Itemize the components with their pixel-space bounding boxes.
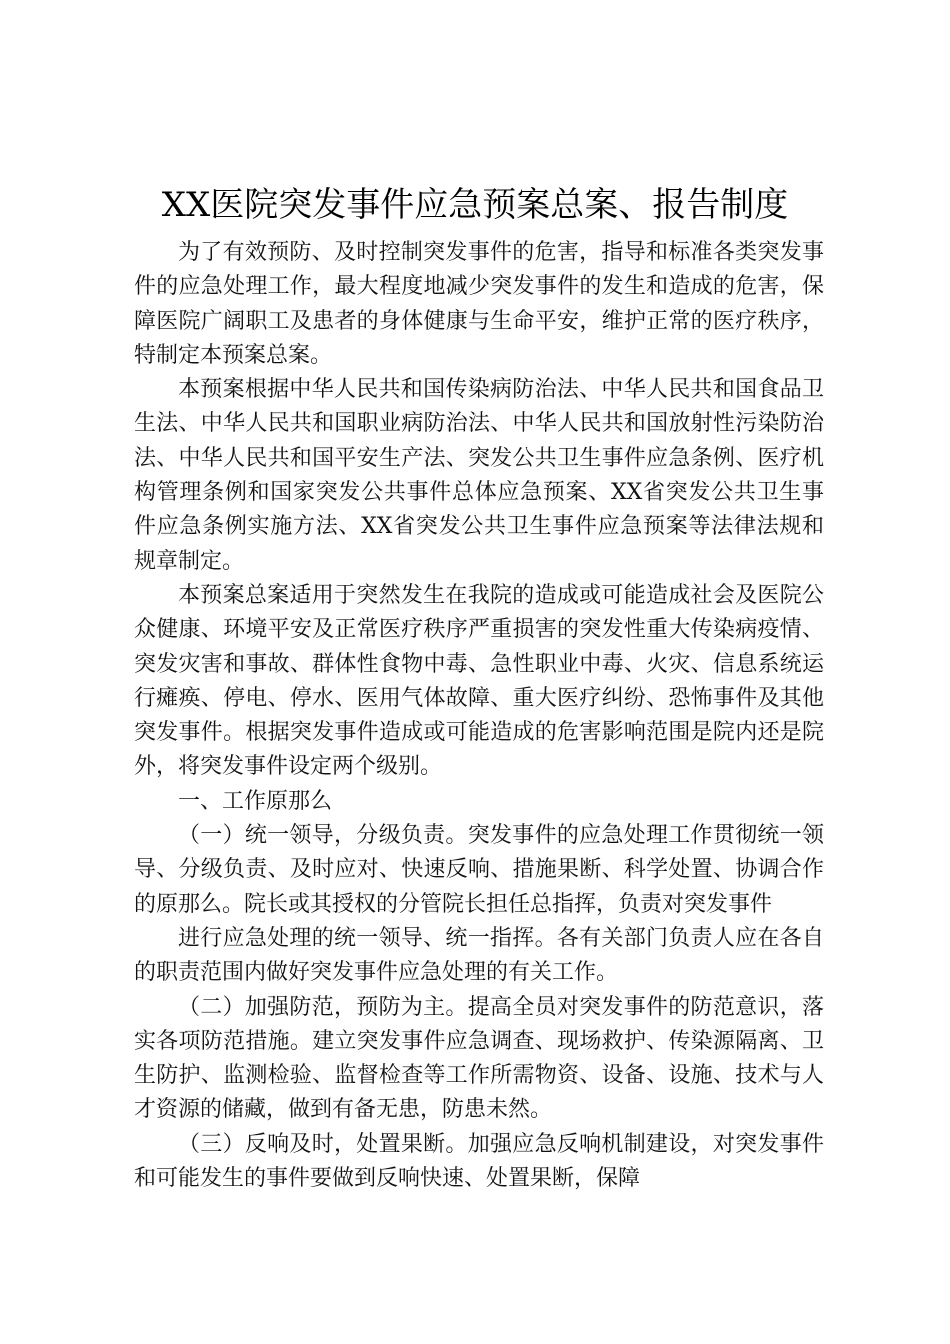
paragraph-scope: 本预案总案适用于突然发生在我院的造成或可能造成社会及医院公众健康、环境平安及正常医疗秩序严重损害的突发性重大传染病疫情、突发灾害和事故、群体性食物中毒、急性职业中毒、火灾、信息系统运行瘫痪、停电、停水、医用气体故障、重大医疗纠纷、恐怖事件及其他突发事件。根据突发事件造成或可能造成的危害影响范围是院内还是院外，将突发事件设定两个级别。 xyxy=(134,582,824,780)
paragraph-principle-1-continued: 进行应急处理的统一领导、统一指挥。各有关部门负责人应在各自的职责范围内做好突发事件应急处理的有关工作。 xyxy=(134,925,824,986)
paragraph-principle-1: （一）统一领导，分级负责。突发事件的应急处理工作贯彻统一领导、分级负责、及时应对、快速反响、措施果断、科学处置、协调合作的原那么。院长或其授权的分管院长担任总指挥，负责对突发事件 xyxy=(134,823,824,917)
paragraph-principle-2: （二）加强防范，预防为主。提高全员对突发事件的防范意识，落实各项防范措施。建立突发事件应急调查、现场救护、传染源隔离、卫生防护、监测检验、监督检查等工作所需物资、设备、设施、技术与人才资源的储藏，做到有备无患，防患未然。 xyxy=(134,994,824,1123)
paragraph-principle-3: （三）反响及时，处置果断。加强应急反响机制建设，对突发事件和可能发生的事件要做到反响快速、处置果断，保障 xyxy=(134,1131,824,1192)
document-body xyxy=(134,236,824,1196)
paragraph-basis: 本预案根据中华人民共和国传染病防治法、中华人民共和国食品卫生法、中华人民共和国职业病防治法、中华人民共和国放射性污染防治法、中华人民共和国平安生产法、突发公共卫生事件应急条例、医疗机构管理条例和国家突发公共事件总体应急预案、XX省突发公共卫生事件应急条例实施方法、XX省突发公共卫生事件应急预案等法律法规和规章制定。 xyxy=(134,377,824,574)
document-title: XX医院突发事件应急预案总案、报告制度 xyxy=(161,185,789,225)
paragraph-purpose: 为了有效预防、及时控制突发事件的危害，指导和标准各类突发事件的应急处理工作，最大程度地减少突发事件的发生和造成的危害，保障医院广阔职工及患者的身体健康与生命平安，维护正常的医疗秩序，特制定本预案总案。 xyxy=(134,240,824,368)
section-heading-principles: 一、工作原那么 xyxy=(178,788,333,814)
